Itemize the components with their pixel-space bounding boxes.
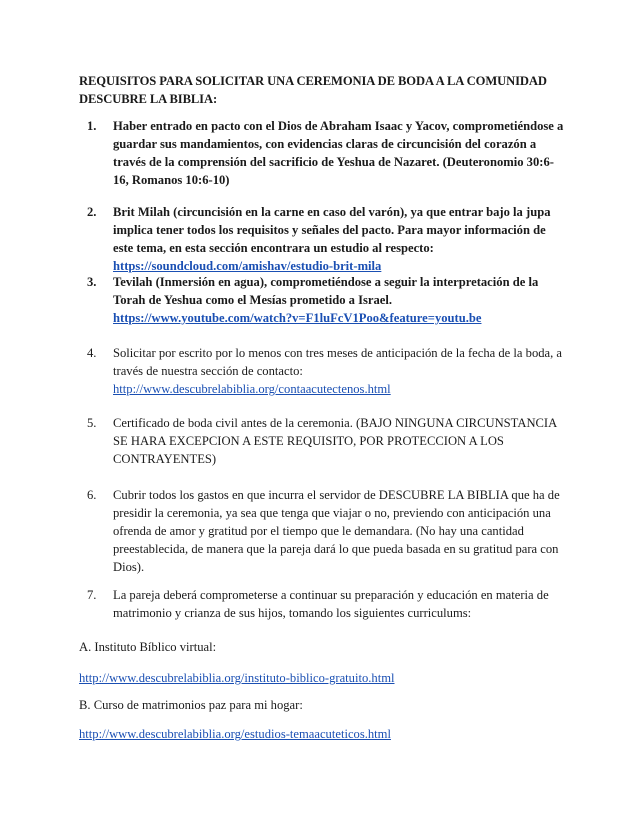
- item-text: Tevilah (Inmersión en agua), comprometiéndose a seguir la interpretación de la Torah de Yeshua como el Mesías prometido a Israel. https://www.youtube.com/watch?v=F1luFcV1Poo&feature=youtu.be: [113, 275, 539, 325]
- section-b-label: B. Curso de matrimonios paz para mi hogar:: [79, 698, 303, 712]
- section-a-link-row: [79, 669, 579, 687]
- item-text: Certificado de boda civil antes de la ceremonia. (BAJO NINGUNA CIRCUNSTANCIA SE HARA EXCEPCION A ESTE REQUISITO, POR PROTECCION A LOS CONTRAYENTES): [113, 416, 557, 466]
- item-number: 3.: [87, 275, 97, 289]
- item-number: 6.: [87, 488, 97, 502]
- estudios-tematicos-link[interactable]: http://www.descubrelabiblia.org/estudios-temaacuteticos.html: [79, 727, 391, 741]
- item-number: 4.: [87, 346, 97, 360]
- section-b-link-row: [79, 725, 579, 743]
- item-number: 2.: [87, 205, 97, 219]
- document-title: REQUISITOS PARA SOLICITAR UNA CEREMONIA DE BODA A LA COMUNIDAD DESCUBRE LA BIBLIA:: [79, 74, 547, 106]
- item-text: Cubrir todos los gastos en que incurra el servidor de DESCUBRE LA BIBLIA que ha de presidir la ceremonia, ya sea que tenga que viajar o no, previendo con anticipación una ofrenda de amor y gratitud por el tiempo que le demandara. (No hay una cantidad preestablecida, de manera que la pareja dará lo que pueda basada en su gratitud para con Dios).: [113, 488, 560, 574]
- soundcloud-link[interactable]: https://soundcloud.com/amishav/estudio-brit-mila: [113, 259, 382, 273]
- item-text: Solicitar por escrito por lo menos con tres meses de anticipación de la fecha de la boda, a través de nuestra sección de contacto: http://www.descubrelabiblia.org/contaacutectenos.html: [113, 346, 563, 396]
- item-number: 7.: [87, 588, 97, 602]
- contact-link[interactable]: http://www.descubrelabiblia.org/contaacutectenos.html: [113, 382, 391, 396]
- item-number: 5.: [87, 416, 97, 430]
- item-text: Haber entrado en pacto con el Dios de Abraham Isaac y Yacov, comprometiéndose a guardar sus mandamientos, con evidencias claras de circuncisión del corazón a través de la comprensión del sacrificio de Yeshua de Nazaret. (Deuteronomio 30:6-16, Romanos 10:6-10): [113, 119, 564, 187]
- item-text: La pareja deberá comprometerse a continuar su preparación y educación en materia de matrimonio y crianza de sus hijos, tomando los siguientes curriculums:: [113, 588, 549, 620]
- item-number: 1.: [87, 119, 97, 133]
- section-a-label: A. Instituto Bíblico virtual:: [79, 640, 217, 654]
- instituto-biblico-link[interactable]: http://www.descubrelabiblia.org/instituto-biblico-gratuito.html: [79, 671, 395, 685]
- item-text: Brit Milah (circuncisión en la carne en caso del varón), ya que entrar bajo la jupa implica tener todos los requisitos y señales del pacto. Para mayor información de este tema, en esta sección encontrara un estudio al respecto: https://soundcloud.com/amishav/estudio-brit-mila: [113, 205, 551, 273]
- youtube-link[interactable]: https://www.youtube.com/watch?v=F1luFcV1Poo&feature=youtu.be: [113, 311, 482, 325]
